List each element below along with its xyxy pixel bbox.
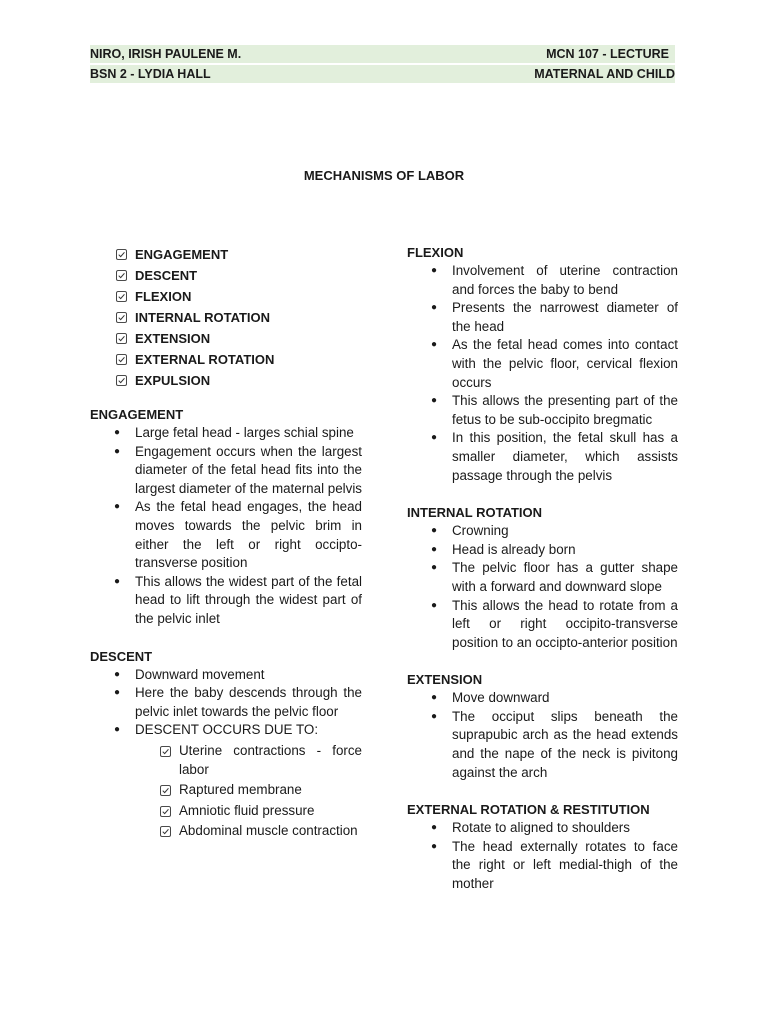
cause-item: Amniotic fluid pressure (160, 802, 362, 821)
list-item: ● DESCENT OCCURS DUE TO: Uterine contractions - force labor Raptured membrane Amniotic fluid pressure Abdominal muscle contraction (90, 721, 362, 841)
right-column (407, 243, 678, 894)
list-item: ● This allows the head to rotate from a left or right occipito-transverse position to an occipto-anterior position (431, 597, 678, 650)
flexion-list (407, 262, 678, 485)
checked-box-icon (116, 270, 127, 281)
list-item: ● The pelvic floor has a gutter shape with a forward and downward slope (431, 560, 678, 594)
descent-causes-list (135, 742, 362, 841)
checklist-item: DESCENT (116, 265, 362, 286)
list-item: ● In this position, the fetal skull has a smaller diameter, which assists passage through the pelvis (431, 430, 678, 483)
list-item: ● Downward movement (114, 666, 265, 682)
checklist-item: EXTERNAL ROTATION (116, 349, 362, 370)
cause-item: Uterine contractions - force labor (160, 742, 362, 779)
list-item: ● As the fetal head engages, the head moves towards the pelvic brim in either the left or right occipto-transverse position (114, 499, 362, 571)
checklist-item: EXTENSION (116, 328, 362, 349)
internal-rotation-list (407, 522, 678, 652)
engagement-list (90, 424, 362, 629)
student-section: BSN 2 - LYDIA HALL (90, 67, 211, 81)
course-subject: MATERNAL AND CHILD (534, 67, 675, 81)
course-code: MCN 107 - LECTURE (546, 47, 669, 61)
cause-item: Raptured membrane (160, 781, 362, 800)
list-item: ● Rotate to aligned to shoulders (431, 820, 630, 836)
list-item: ● Crowning (431, 523, 509, 539)
cause-item: Abdominal muscle contraction (160, 822, 362, 841)
list-item: ● Engagement occurs when the largest diameter of the fetal head fits into the largest diameter of the maternal pelvis (114, 443, 363, 496)
external-rotation-heading: EXTERNAL ROTATION & RESTITUTION (407, 802, 650, 818)
checked-box-icon (116, 312, 127, 323)
list-item: ● This allows the widest part of the fetal head to lift through the widest part of the pelvic inlet (114, 573, 362, 626)
list-item: ● The head externally rotates to face the right or left medial-thigh of the mother (431, 838, 678, 892)
internal-rotation-heading: INTERNAL ROTATION (407, 505, 543, 521)
header-row-2 (90, 65, 675, 83)
checked-box-icon (160, 785, 171, 796)
extension-list (407, 689, 678, 782)
list-item: ● As the fetal head comes into contact with the pelvic floor, cervical flexion occurs (431, 337, 678, 390)
engagement-heading: ENGAGEMENT (90, 407, 184, 422)
checklist-item: EXPULSION (116, 370, 362, 391)
extension-heading: EXTENSION (407, 672, 483, 688)
left-column (90, 244, 362, 841)
checklist-item: ENGAGEMENT (116, 244, 362, 265)
list-item: ● The occiput slips beneath the suprapubic arch as the head extends and the nape of the neck is pivitong against the arch (431, 708, 678, 780)
list-item: ● Involvement of uterine contraction and forces the baby to bend (431, 263, 678, 297)
descent-list (90, 666, 362, 841)
list-item: ● Head is already born (431, 541, 576, 557)
mechanism-checklist (90, 244, 362, 391)
checked-box-icon (116, 354, 127, 365)
list-item: ● Here the baby descends through the pelvic inlet towards the pelvic floor (114, 685, 362, 719)
checked-box-icon (160, 806, 171, 817)
list-item: ● Move downward (431, 690, 550, 706)
checklist-item: INTERNAL ROTATION (116, 307, 362, 328)
list-item: ● Presents the narrowest diameter of the head (431, 300, 678, 334)
student-name: NIRO, IRISH PAULENE M. (90, 47, 242, 61)
flexion-heading: FLEXION (407, 245, 464, 260)
descent-heading: DESCENT (90, 648, 153, 664)
external-rotation-list (407, 819, 678, 893)
header-row-1 (90, 45, 675, 63)
page-title: MECHANISMS OF LABOR (303, 168, 465, 183)
checked-box-icon (116, 333, 127, 344)
checked-box-icon (160, 746, 171, 757)
checked-box-icon (116, 291, 127, 302)
list-item: ● Large fetal head - larges schial spine (114, 425, 354, 440)
list-item: ● This allows the presenting part of the fetus to be sub-occipito bregmatic (431, 393, 678, 427)
checked-box-icon (160, 826, 171, 837)
checked-box-icon (116, 249, 127, 260)
checklist-item: FLEXION (116, 286, 362, 307)
checked-box-icon (116, 375, 127, 386)
